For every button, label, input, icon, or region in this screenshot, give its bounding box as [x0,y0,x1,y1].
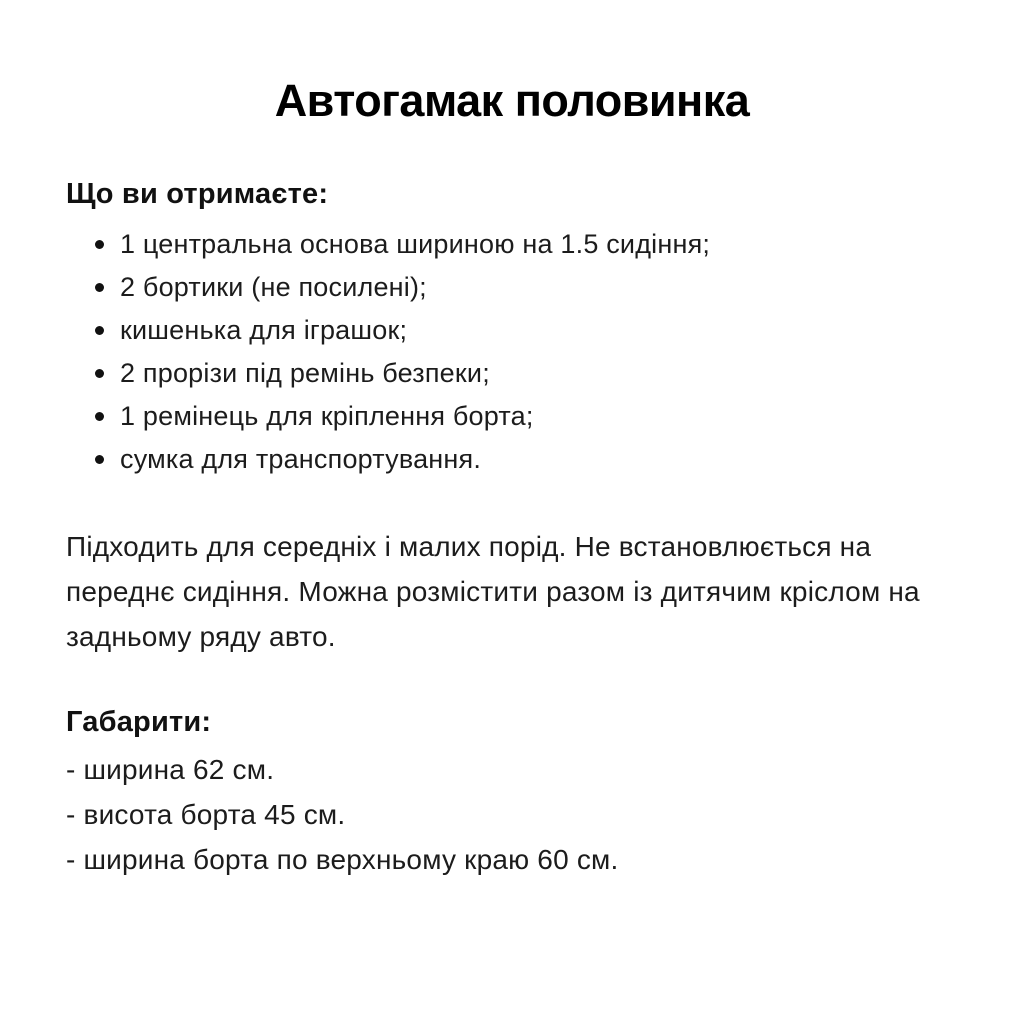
list-item [66,223,958,266]
bullet-icon [95,369,104,378]
bullet-icon [95,326,104,335]
list-item-text: кишенька для іграшок; [120,314,408,345]
description-paragraph: Підходить для середніх і малих порід. Не встановлюється на переднє сидіння. Можна розмістити разом із дитячим кріслом на задньому ряду авто. [66,530,920,652]
bullet-icon [95,283,104,292]
bullet-icon [95,240,104,249]
list-item [66,309,958,352]
dimension-line: - ширина 62 см. [66,753,275,785]
list-item [66,395,958,438]
includes-list [66,223,958,481]
dimension-line: - висота борта 45 см. [66,798,346,830]
dimension-line: - ширина борта по верхньому краю 60 см. [66,843,619,875]
list-item [66,352,958,395]
bullet-icon [95,455,104,464]
dimensions-heading: Габарити: [66,705,212,738]
dimensions-list [66,747,958,882]
list-item-text: сумка для транспортування. [120,443,482,474]
dimensions-section [66,704,958,882]
list-item-text: 1 ремінець для кріплення борта; [120,400,534,431]
list-item-text: 2 бортики (не посилені); [120,271,427,302]
list-item-text: 2 прорізи під ремінь безпеки; [120,357,490,388]
bullet-icon [95,412,104,421]
includes-heading: Що ви отримаєте: [66,177,329,210]
page-title: Автогамак половинка [274,75,750,126]
list-item-text: 1 центральна основа шириною на 1.5 сидіння; [120,228,711,259]
includes-section [66,176,958,481]
list-item [66,438,958,481]
list-item [66,266,958,309]
